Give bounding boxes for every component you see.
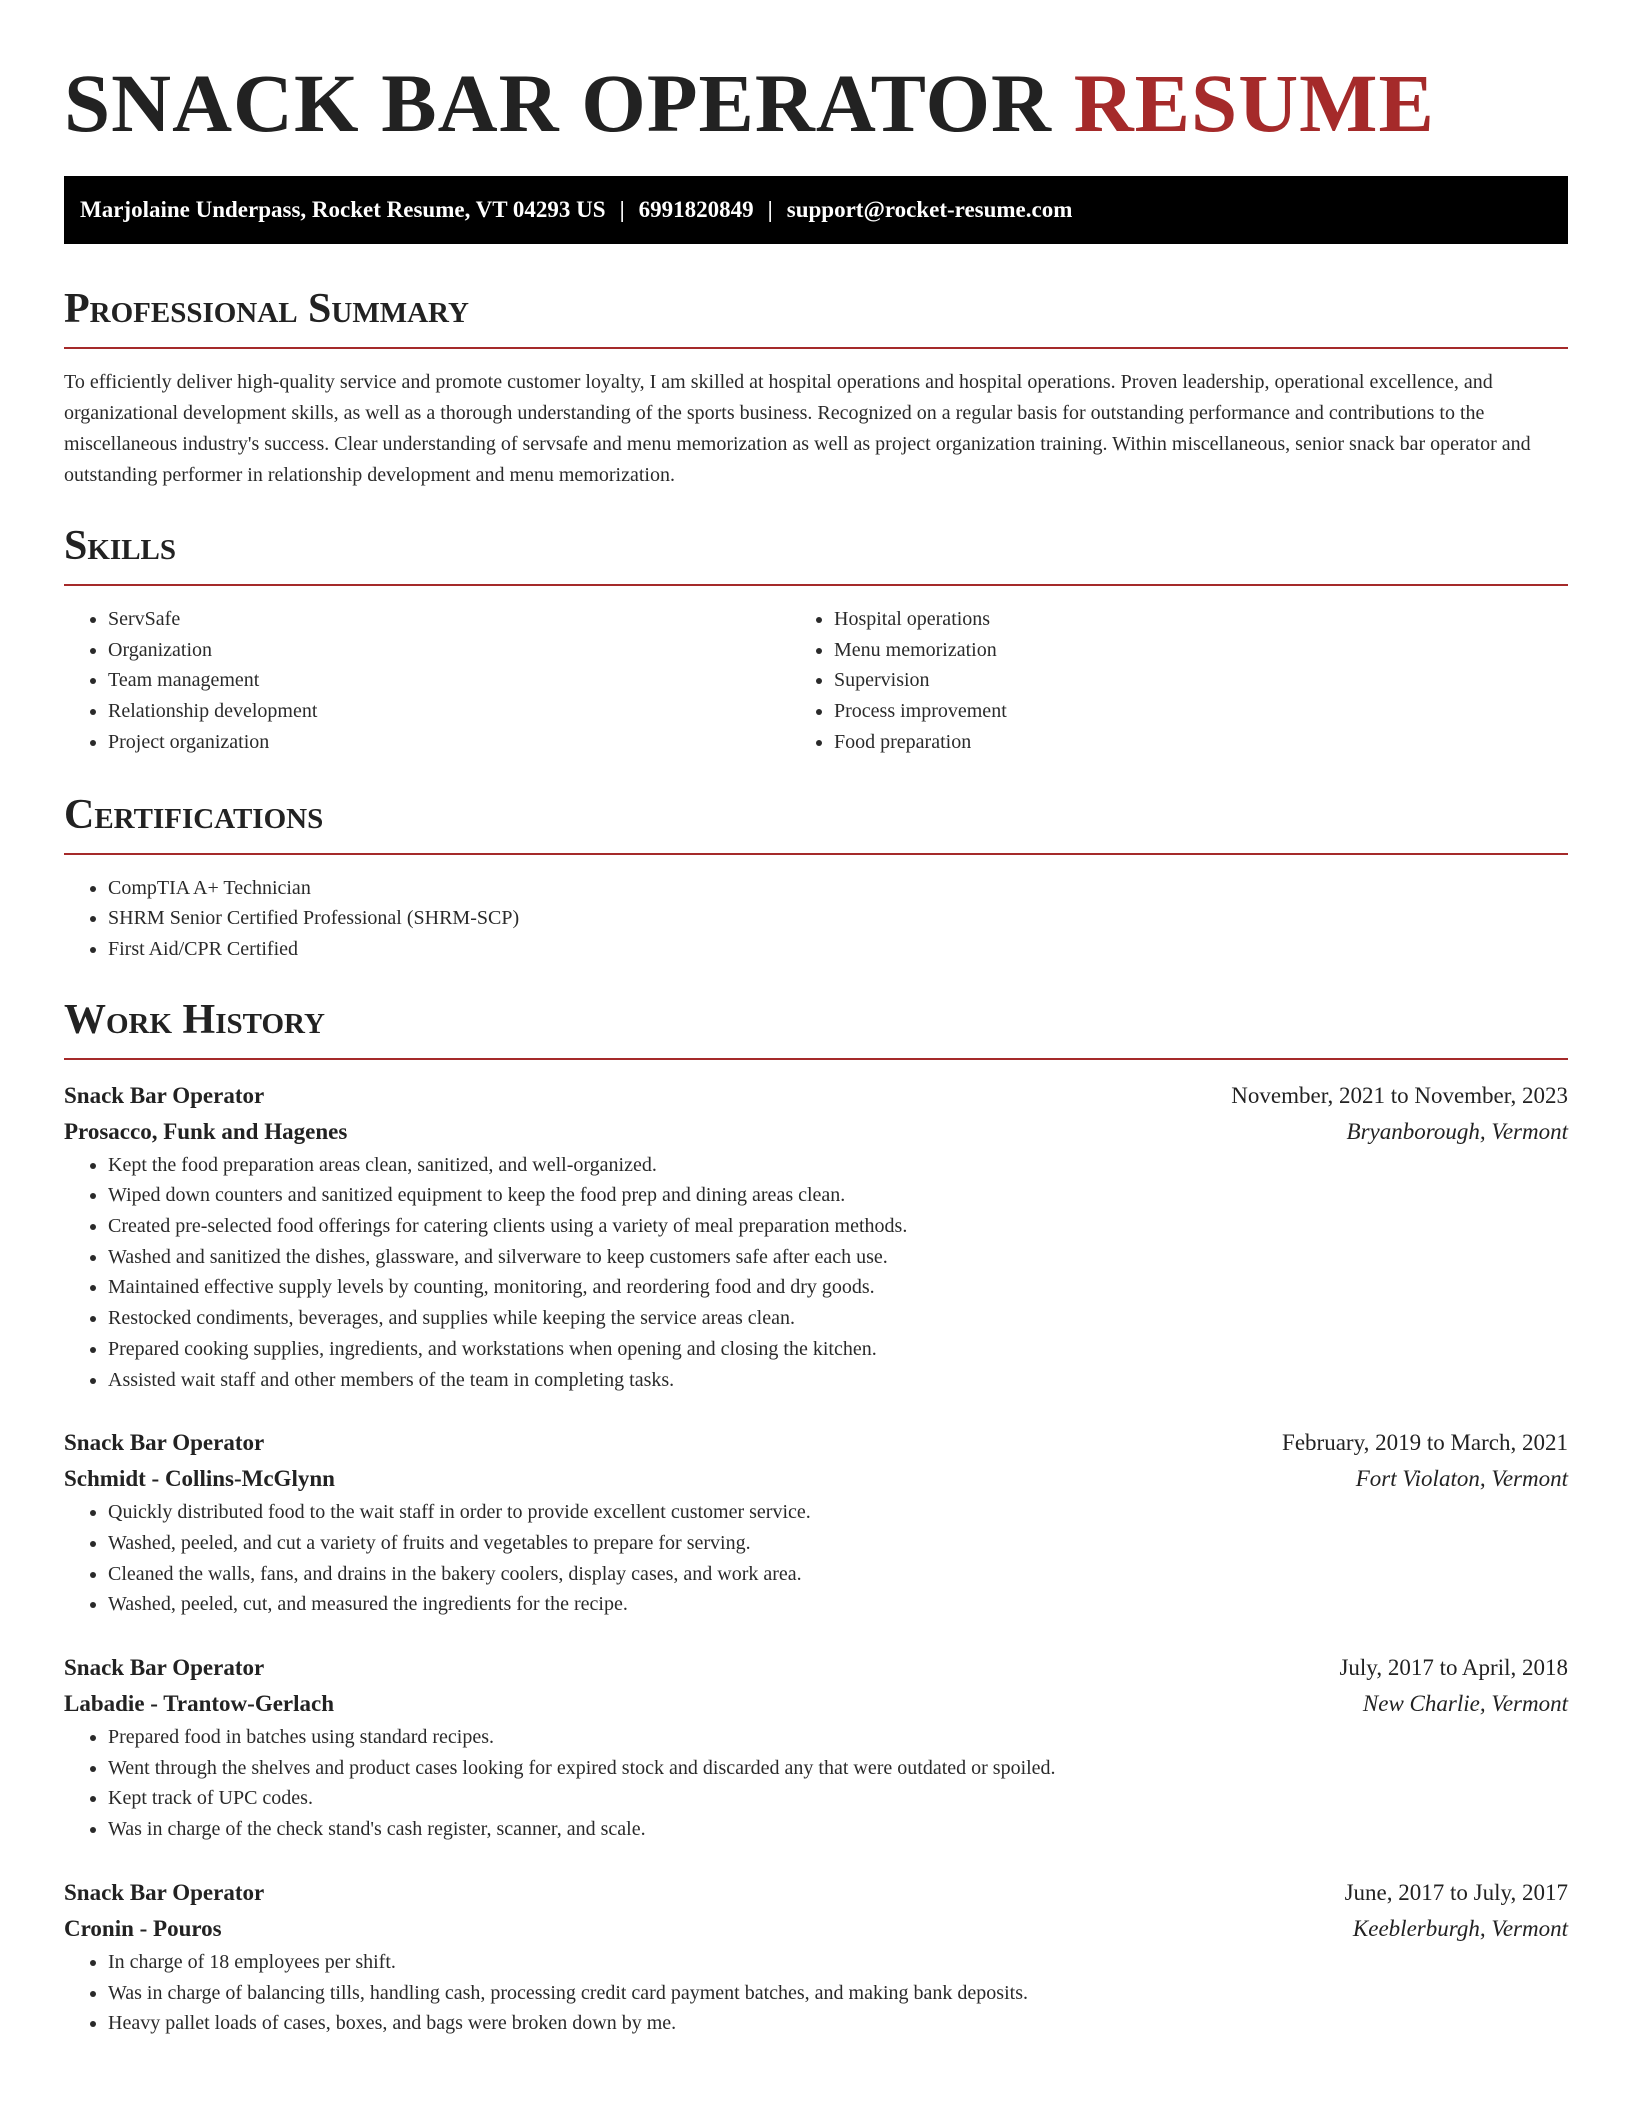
job-title: Snack Bar Operator xyxy=(64,1430,265,1456)
job-bullet: • Heavy pallet loads of cases, boxes, and bags were broken down by me. xyxy=(108,2008,1568,2039)
job-bullet: • Kept track of UPC codes. xyxy=(108,1783,1568,1814)
job-subheader-row xyxy=(64,1461,1568,1497)
job-dates: November, 2021 to November, 2023 xyxy=(1231,1082,1568,1108)
job-bullet: • Washed, peeled, and cut a variety of fruits and vegetables to prepare for serving. xyxy=(108,1528,1568,1559)
certification-item: • First Aid/CPR Certified xyxy=(108,934,1568,965)
job-bullet: • Washed, peeled, cut, and measured the ingredients for the recipe. xyxy=(108,1589,1568,1620)
job-company: Prosacco, Funk and Hagenes xyxy=(64,1118,348,1144)
skills-section xyxy=(64,521,1568,758)
job-subheader-row xyxy=(64,1686,1568,1722)
skill-item: • Supervision xyxy=(834,665,1544,696)
summary-heading: Professional Summary xyxy=(64,286,469,332)
summary-section xyxy=(64,284,1568,491)
job-bullet: • Created pre-selected food offerings for catering clients using a variety of meal preparation methods. xyxy=(108,1211,1568,1242)
certifications-list xyxy=(64,873,1568,965)
job-header-row xyxy=(64,1425,1568,1461)
job-title: Snack Bar Operator xyxy=(64,1082,265,1108)
skill-item: • Project organization xyxy=(108,727,804,758)
job-bullet: • Maintained effective supply levels by counting, monitoring, and reordering food and dry goods. xyxy=(108,1272,1568,1303)
skill-item: • Team management xyxy=(108,665,804,696)
job-bullet: • Prepared cooking supplies, ingredients, and workstations when opening and closing the kitchen. xyxy=(108,1334,1568,1365)
summary-text: To efficiently deliver high-quality service and promote customer loyalty, I am skilled at hospital operations and hospital operations. Proven leadership, operational excellence, and organizational development skills, as well as a thorough understanding of the sports business. Recognized on a regular basis for outstanding performance and contributions to the miscellaneous industry's success. Clear understanding of servsafe and menu memorization as well as project organization training. Within miscellaneous, senior snack bar operator and outstanding performer in relationship development and menu memorization. xyxy=(64,371,1531,486)
job-bullet: • Washed and sanitized the dishes, glassware, and silverware to keep customers safe after each use. xyxy=(108,1242,1568,1273)
job-bullet-list xyxy=(64,1497,1568,1620)
job-dates: February, 2019 to March, 2021 xyxy=(1282,1430,1568,1456)
job-entry xyxy=(64,1078,1568,1396)
job-location: New Charlie, Vermont xyxy=(1362,1691,1568,1717)
job-bullet: • Prepared food in batches using standard recipes. xyxy=(108,1722,1568,1753)
job-header-row xyxy=(64,1650,1568,1686)
section-divider xyxy=(64,347,1568,349)
job-location: Bryanborough, Vermont xyxy=(1346,1118,1568,1144)
contact-separator: | xyxy=(767,197,773,222)
contact-address: Marjolaine Underpass, Rocket Resume, VT 04293 US xyxy=(80,197,606,222)
job-bullet: • In charge of 18 employees per shift. xyxy=(108,1947,1568,1978)
contact-separator: | xyxy=(619,197,625,222)
skills-grid xyxy=(64,604,1568,758)
contact-bar xyxy=(64,176,1568,244)
job-header-row xyxy=(64,1875,1568,1911)
job-company: Labadie - Trantow-Gerlach xyxy=(64,1691,335,1717)
skill-item: • Process improvement xyxy=(834,696,1544,727)
job-subheader-row xyxy=(64,1114,1568,1150)
skill-item: • Food preparation xyxy=(834,727,1544,758)
job-entry xyxy=(64,1650,1568,1845)
title-main: SNACK BAR OPERATOR xyxy=(64,57,1052,149)
certification-item: • CompTIA A+ Technician xyxy=(108,873,1568,904)
job-company: Schmidt - Collins-McGlynn xyxy=(64,1466,335,1492)
title-accent: RESUME xyxy=(1073,57,1435,149)
skill-item: • Organization xyxy=(108,635,804,666)
section-divider xyxy=(64,1058,1568,1060)
skill-item: • Hospital operations xyxy=(834,604,1544,635)
work-history-section xyxy=(64,995,1568,2039)
job-bullet: • Assisted wait staff and other members of the team in completing tasks. xyxy=(108,1365,1568,1396)
job-bullet: • Kept the food preparation areas clean, sanitized, and well-organized. xyxy=(108,1150,1568,1181)
certification-item: • SHRM Senior Certified Professional (SHRM-SCP) xyxy=(108,903,1568,934)
job-bullet: • Was in charge of balancing tills, handling cash, processing credit card payment batches, and making bank deposits. xyxy=(108,1978,1568,2009)
certifications-heading: Certifications xyxy=(64,791,324,838)
section-divider xyxy=(64,853,1568,855)
job-title: Snack Bar Operator xyxy=(64,1655,265,1681)
job-entry xyxy=(64,1875,1568,2039)
job-bullet: • Wiped down counters and sanitized equipment to keep the food prep and dining areas clean. xyxy=(108,1180,1568,1211)
contact-phone: 6991820849 xyxy=(638,197,754,222)
job-bullet: • Quickly distributed food to the wait staff in order to provide excellent customer service. xyxy=(108,1497,1568,1528)
job-subheader-row xyxy=(64,1911,1568,1947)
job-title: Snack Bar Operator xyxy=(64,1879,265,1905)
skills-list-left xyxy=(64,604,804,758)
skill-item: • Menu memorization xyxy=(834,635,1544,666)
job-location: Keeblerburgh, Vermont xyxy=(1352,1915,1568,1941)
job-bullet: • Restocked condiments, beverages, and supplies while keeping the service areas clean. xyxy=(108,1303,1568,1334)
job-bullet-list xyxy=(64,1947,1568,2039)
skills-column-left xyxy=(64,604,804,758)
skills-column-right xyxy=(804,604,1544,758)
resume-title xyxy=(64,0,1568,148)
section-divider xyxy=(64,584,1568,586)
job-bullet-list xyxy=(64,1722,1568,1845)
job-header-row xyxy=(64,1078,1568,1114)
skill-item: • ServSafe xyxy=(108,604,804,635)
skill-item: • Relationship development xyxy=(108,696,804,727)
job-bullet: • Was in charge of the check stand's cash register, scanner, and scale. xyxy=(108,1814,1568,1845)
job-bullet: • Cleaned the walls, fans, and drains in the bakery coolers, display cases, and work area. xyxy=(108,1559,1568,1590)
contact-email[interactable]: support@rocket-resume.com xyxy=(786,197,1073,222)
skills-heading: Skills xyxy=(64,523,177,569)
job-bullet-list xyxy=(64,1150,1568,1396)
job-bullet: • Went through the shelves and product cases looking for expired stock and discarded any that were outdated or spoiled. xyxy=(108,1753,1568,1784)
skills-list-right xyxy=(804,604,1544,758)
job-location: Fort Violaton, Vermont xyxy=(1355,1466,1568,1492)
job-entry xyxy=(64,1425,1568,1620)
certifications-section xyxy=(64,790,1568,965)
job-dates: June, 2017 to July, 2017 xyxy=(1344,1879,1568,1905)
job-dates: July, 2017 to April, 2018 xyxy=(1339,1655,1568,1681)
work-history-heading: Work History xyxy=(64,996,325,1043)
job-company: Cronin - Pouros xyxy=(64,1915,222,1941)
